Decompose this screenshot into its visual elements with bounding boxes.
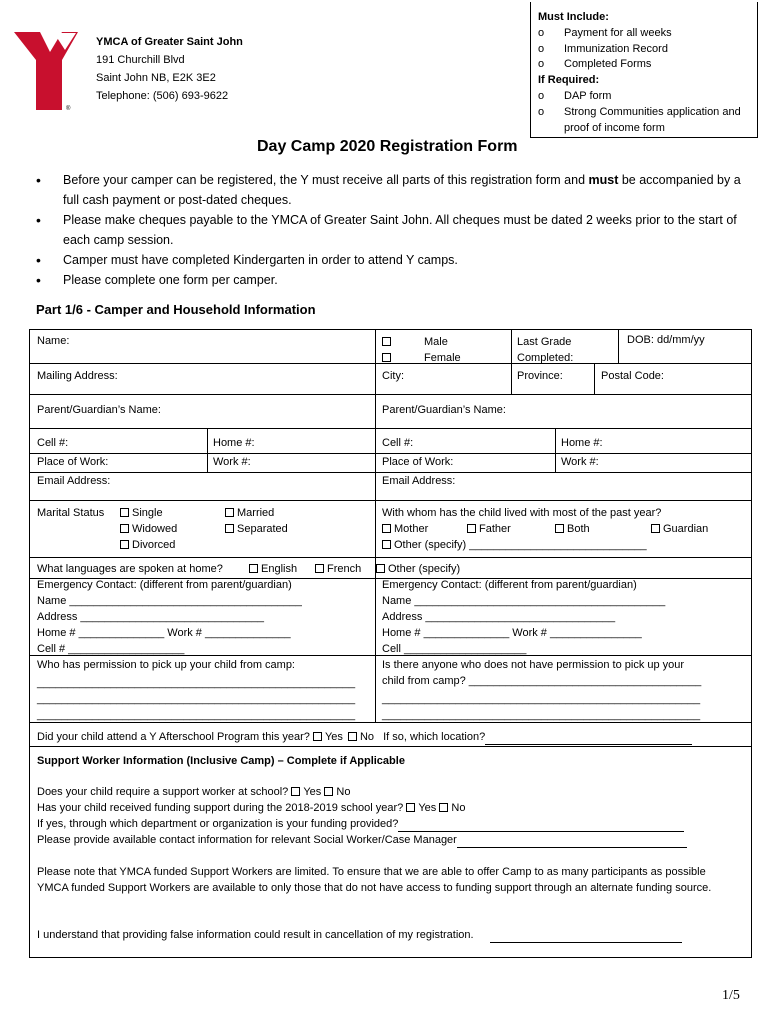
afterschool-question: Did your child attend a Y Afterschool Program this year? Yes No If so, which location? [37, 729, 692, 745]
no-pickup-label: Is there anyone who does not have permission to pick up your [382, 659, 685, 671]
divorced-option[interactable]: Divorced [120, 537, 175, 553]
city-label: City: [382, 370, 404, 382]
org-address-1: 191 Churchill Blvd [96, 54, 185, 66]
checkbox-icon[interactable] [406, 803, 415, 812]
other-option[interactable]: Other (specify) _____________________________ [382, 537, 647, 553]
must-include-heading: Must Include: [538, 11, 609, 23]
support-q1: Does your child require a support worker at school? Yes No [37, 786, 351, 798]
support-note: Please note that YMCA funded Support Workers are limited. To ensure that we are able to offer Camp to as many participants as possible YMCA funded Support Workers are available to only those that do not have access to funding support through an alternate funding source. [37, 866, 712, 894]
q1-yes[interactable]: Yes [291, 786, 321, 798]
signature-field[interactable] [490, 930, 682, 943]
support-heading: Support Worker Information (Inclusive Camp) – Complete if Applicable [37, 755, 405, 767]
checkbox-icon[interactable] [291, 787, 300, 796]
afterschool-yes[interactable]: Yes [313, 731, 343, 743]
checkbox-icon[interactable] [376, 564, 385, 573]
widowed-option[interactable]: Widowed [120, 521, 177, 537]
must-item: Payment for all weeks [564, 26, 672, 39]
checkbox-icon[interactable] [382, 540, 391, 549]
checkbox-icon[interactable] [382, 337, 391, 346]
support-worker-section [29, 746, 752, 958]
separated-option[interactable]: Separated [225, 521, 288, 537]
emergency-address-field[interactable]: Address ______________________________ [37, 611, 264, 623]
ymca-logo [14, 30, 78, 112]
instructions-list: • Before your camper can be registered, the Y must receive all parts of this registration form and must be accompanied by a full cash payment or post-dated cheques. • Please make cheques payable to the YMCA of Greater Saint John. All cheques must be dated 2 weeks prior to the start of each camp session. • Camper must have completed Kindergarten in order to attend Y camps. • Please complete one form per camper. [36, 170, 752, 290]
marital-status-label: Marital Status [37, 507, 105, 519]
name-label: Name: [37, 335, 70, 347]
emergency-phone-field-2[interactable]: Home # ______________ Work # _______________ [382, 627, 642, 639]
pickup-line[interactable]: ____________________________________________________ [37, 677, 356, 689]
emergency-contact-label-2: Emergency Contact: (different from parent/guardian) [382, 579, 637, 591]
checkbox-icon[interactable] [120, 508, 129, 517]
father-option[interactable]: Father [467, 521, 511, 537]
must-include-box: Must Include: o Payment for all weeks o Immunization Record o Completed Forms If Required: o DAP form o Strong Communities application and proof of income form [530, 2, 758, 138]
work-label: Work #: [213, 456, 251, 468]
last-grade-label: Last Grade Completed: [517, 336, 574, 364]
form-title: Day Camp 2020 Registration Form [257, 138, 518, 155]
checkbox-icon[interactable] [120, 524, 129, 533]
instruction-item: Before your camper can be registered, the Y must receive all parts of this registration form and must be accompanied by a full cash payment or post-dated cheques. [63, 173, 741, 207]
afterschool-no[interactable]: No [348, 731, 374, 743]
guardian-name-label: Parent/Guardian’s Name: [37, 404, 161, 416]
pickup-line[interactable]: ____________________________________________________ [37, 709, 356, 721]
both-option[interactable]: Both [555, 521, 590, 537]
checkbox-icon[interactable] [382, 353, 391, 362]
checkbox-icon[interactable] [382, 524, 391, 533]
languages-label: What languages are spoken at home? [37, 563, 223, 575]
org-info [96, 33, 243, 105]
pickup-permission-label: Who has permission to pick up your child from camp: [37, 659, 295, 671]
guardian-name-label-2: Parent/Guardian’s Name: [382, 404, 506, 416]
support-q4: Please provide available contact information for relevant Social Worker/Case Manager [37, 832, 687, 848]
emergency-name-field[interactable]: Name ______________________________________ [37, 595, 302, 607]
emergency-cell-field[interactable]: Cell # ___________________ [37, 643, 185, 655]
english-option[interactable]: English [249, 561, 297, 577]
postal-code-label: Postal Code: [601, 370, 664, 382]
checkbox-icon[interactable] [324, 787, 333, 796]
checkbox-icon[interactable] [555, 524, 564, 533]
email-label: Email Address: [37, 475, 111, 487]
org-address-2: Saint John NB, E2K 3E2 [96, 72, 216, 84]
pickup-line[interactable]: ____________________________________________________ [37, 693, 356, 705]
emergency-cell-field-2[interactable]: Cell ____________________ [382, 643, 527, 655]
checkbox-icon[interactable] [225, 524, 234, 533]
checkbox-icon[interactable] [313, 732, 322, 741]
emergency-name-field-2[interactable]: Name _________________________________________ [382, 595, 666, 607]
part-heading: Part 1/6 - Camper and Household Information [36, 302, 316, 317]
funding-field[interactable] [398, 819, 684, 832]
checkbox-icon[interactable] [120, 540, 129, 549]
single-option[interactable]: Single [120, 505, 163, 521]
q2-no[interactable]: No [439, 802, 465, 814]
email-label-2: Email Address: [382, 475, 456, 487]
checkbox-icon[interactable] [249, 564, 258, 573]
must-item: Completed Forms [564, 58, 652, 71]
cell-label-2: Cell #: [382, 437, 414, 449]
mailing-address-label: Mailing Address: [37, 370, 118, 382]
org-phone: Telephone: (506) 693-9622 [96, 90, 229, 102]
mother-option[interactable]: Mother [382, 521, 428, 537]
place-of-work-label-2: Place of Work: [382, 456, 454, 468]
work-label-2: Work #: [561, 456, 599, 468]
no-pickup-line[interactable]: ____________________________________________________ [382, 709, 701, 721]
instruction-item: Camper must have completed Kindergarten in order to attend Y camps. [63, 253, 458, 267]
home-label: Home #: [213, 437, 255, 449]
registered-mark: ® [66, 106, 71, 112]
case-manager-field[interactable] [457, 835, 687, 848]
french-option[interactable]: French [315, 561, 361, 577]
org-name: YMCA of Greater Saint John [96, 36, 243, 48]
must-item: Immunization Record [564, 42, 668, 55]
guardian-option[interactable]: Guardian [651, 521, 708, 537]
other-language-option[interactable]: Other (specify) [376, 561, 460, 577]
q1-no[interactable]: No [324, 786, 350, 798]
province-label: Province: [517, 370, 563, 382]
no-pickup-field[interactable]: child from camp? ______________________________________ [382, 675, 702, 687]
support-q3: If yes, through which department or organization is your funding provided? [37, 816, 684, 832]
dob-label: DOB: dd/mm/yy [627, 334, 705, 346]
declaration: I understand that providing false information could result in cancellation of my registration. [37, 927, 682, 943]
emergency-address-field-2[interactable]: Address _______________________________ [382, 611, 616, 623]
place-of-work-label: Place of Work: [37, 456, 109, 468]
camper-household-form [29, 329, 752, 747]
required-item: Strong Communities application and proof of income form [564, 105, 741, 134]
lived-with-label: With whom has the child lived with most of the past year? [382, 507, 662, 519]
emergency-contact-label: Emergency Contact: (different from parent/guardian) [37, 579, 292, 591]
checkbox-icon[interactable] [467, 524, 476, 533]
instruction-item: Please complete one form per camper. [63, 273, 278, 287]
male-option[interactable]: Male [382, 334, 448, 350]
married-option[interactable]: Married [225, 505, 274, 521]
checkbox-icon[interactable] [439, 803, 448, 812]
location-field[interactable] [485, 732, 692, 745]
if-required-heading: If Required: [538, 74, 600, 87]
checkbox-icon[interactable] [315, 564, 324, 573]
checkbox-icon[interactable] [651, 524, 660, 533]
checkbox-icon[interactable] [348, 732, 357, 741]
page-number: 1/5 [722, 988, 740, 1003]
no-pickup-line[interactable]: ____________________________________________________ [382, 693, 701, 705]
instruction-item: Please make cheques payable to the YMCA of Greater Saint John. All cheques must be dated 2 weeks prior to the start of each camp session. [63, 213, 737, 247]
q2-yes[interactable]: Yes [406, 802, 436, 814]
checkbox-icon[interactable] [225, 508, 234, 517]
required-item: DAP form [564, 89, 612, 102]
cell-label: Cell #: [37, 437, 69, 449]
emergency-phone-field[interactable]: Home # ______________ Work # ______________ [37, 627, 291, 639]
home-label-2: Home #: [561, 437, 603, 449]
female-option[interactable]: Female [382, 350, 461, 366]
support-q2: Has your child received funding support during the 2018-2019 school year? Yes No [37, 802, 466, 814]
